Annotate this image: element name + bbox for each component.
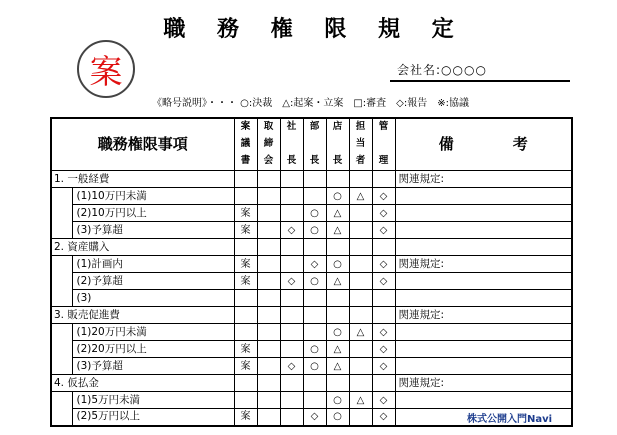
authority-cell: 案 [234,409,257,426]
authority-cell: △ [326,273,349,290]
remarks-cell [395,290,572,307]
authority-cell [257,324,280,341]
symbol-legend: 《略号説明》・・・ ○:決裁 △:起案・立案 □:審査 ◇:報告 ※:協議 [152,98,469,109]
authority-cell [349,375,372,392]
indent-spacer [51,205,72,222]
category-label: 3. 販売促進費 [51,307,234,324]
indent-spacer [51,341,72,358]
authority-cell [349,205,372,222]
authority-cell: ○ [326,392,349,409]
authority-cell [349,307,372,324]
remarks-cell [395,358,572,375]
indent-spacer [51,256,72,273]
header-col-board: 取 締 会 [257,118,280,171]
category-label: 1. 一般経費 [51,171,234,188]
authority-cell [234,171,257,188]
subitem-label: (2)予算超 [72,273,234,290]
header-col-staff: 担 当 者 [349,118,372,171]
authority-cell [303,324,326,341]
authority-cell: ◇ [372,409,395,426]
subitem-label: (3)予算超 [72,222,234,239]
authority-cell: ◇ [303,409,326,426]
authority-cell: ◇ [372,392,395,409]
indent-spacer [51,392,72,409]
table-row [51,392,572,409]
authority-cell: ○ [303,222,326,239]
authority-cell [257,341,280,358]
header-col-store-manager: 店 長 [326,118,349,171]
subitem-label: (1)計画内 [72,256,234,273]
authority-cell [349,239,372,256]
authority-cell: 案 [234,358,257,375]
authority-cell: 案 [234,256,257,273]
authority-cell: △ [326,341,349,358]
authority-cell [372,375,395,392]
indent-spacer [51,188,72,205]
authority-cell [349,341,372,358]
subitem-label: (3) [72,290,234,307]
header-col-president: 社 長 [280,118,303,171]
subitem-label: (1)20万円未満 [72,324,234,341]
table-row [51,222,572,239]
authority-cell [257,239,280,256]
table-row [51,273,572,290]
indent-spacer [51,358,72,375]
table-header-row [51,118,572,171]
header-remarks: 備 考 [395,118,572,171]
authority-cell [257,273,280,290]
authority-cell [234,307,257,324]
authority-cell [303,392,326,409]
authority-cell [280,324,303,341]
authority-cell [372,171,395,188]
authority-cell [257,205,280,222]
authority-cell [257,222,280,239]
authority-cell: △ [326,358,349,375]
remarks-cell [395,392,572,409]
authority-cell: ◇ [372,205,395,222]
remarks-cell: 関連規定: [395,171,572,188]
authority-cell [257,171,280,188]
brand-label: 株式公開入門Navi [467,414,553,425]
authority-cell: ◇ [280,222,303,239]
authority-cell [280,375,303,392]
authority-cell [349,358,372,375]
authority-cell [280,171,303,188]
remarks-cell [395,222,572,239]
authority-cell [326,375,349,392]
authority-cell [280,290,303,307]
authority-cell: ○ [326,188,349,205]
authority-cell: ○ [303,205,326,222]
authority-cell [280,307,303,324]
authority-cell [326,171,349,188]
authority-cell: 案 [234,273,257,290]
table-row [51,205,572,222]
authority-cell [234,324,257,341]
authority-cell [257,358,280,375]
authority-cell [303,188,326,205]
header-item: 職務権限事項 [51,118,234,171]
authority-cell [280,341,303,358]
authority-cell [280,409,303,426]
table-row [51,239,572,256]
document-title: 職 務 権 限 規 定 [163,16,466,42]
authority-cell: ○ [326,409,349,426]
table-row [51,256,572,273]
authority-cell: ◇ [303,256,326,273]
table-row [51,188,572,205]
authority-cell [280,256,303,273]
table-row [51,290,572,307]
authority-cell: ○ [326,256,349,273]
category-label: 4. 仮払金 [51,375,234,392]
authority-cell [326,307,349,324]
authority-cell [280,239,303,256]
authority-cell: ◇ [372,341,395,358]
authority-cell: ◇ [372,188,395,205]
header-col-proposal: 案 議 書 [234,118,257,171]
header-col-dept-head: 部 長 [303,118,326,171]
authority-cell [280,205,303,222]
authority-cell: ◇ [372,256,395,273]
indent-spacer [51,324,72,341]
authority-cell [303,239,326,256]
authority-cell [234,290,257,307]
remarks-cell: 関連規定: [395,375,572,392]
authority-cell [234,392,257,409]
table-row [51,171,572,188]
remarks-cell [395,239,572,256]
authority-cell [326,239,349,256]
table-row [51,324,572,341]
indent-spacer [51,409,72,426]
authority-cell [257,256,280,273]
authority-cell [257,307,280,324]
authority-cell [349,256,372,273]
subitem-label: (1)10万円未満 [72,188,234,205]
authority-cell: △ [326,205,349,222]
authority-cell [303,290,326,307]
header-col-admin: 管 理 [372,118,395,171]
company-underline [390,80,570,82]
authority-cell [280,392,303,409]
authority-cell [234,188,257,205]
subitem-label: (2)10万円以上 [72,205,234,222]
draft-seal: 案 [77,40,135,98]
authority-cell [349,290,372,307]
authority-cell [372,239,395,256]
authority-table [50,117,573,427]
authority-cell [372,307,395,324]
remarks-cell: 関連規定: [395,256,572,273]
subitem-label: (2)20万円以上 [72,341,234,358]
remarks-cell [395,341,572,358]
authority-cell [372,290,395,307]
authority-cell: ◇ [372,358,395,375]
authority-cell: ◇ [372,222,395,239]
authority-cell: △ [349,324,372,341]
authority-cell [257,290,280,307]
remarks-cell: 関連規定: [395,307,572,324]
authority-cell [257,188,280,205]
table-row [51,341,572,358]
indent-spacer [51,273,72,290]
remarks-cell [395,273,572,290]
authority-cell: ○ [326,324,349,341]
company-name: 会社名:○○○○ [397,63,487,77]
authority-cell [303,307,326,324]
authority-cell: △ [349,188,372,205]
category-label: 2. 資産購入 [51,239,234,256]
authority-cell [349,222,372,239]
authority-cell: ◇ [280,273,303,290]
indent-spacer [51,290,72,307]
authority-cell [234,375,257,392]
authority-cell: △ [349,392,372,409]
authority-cell [349,273,372,290]
table-row [51,375,572,392]
authority-cell: ○ [303,341,326,358]
authority-cell [303,171,326,188]
authority-cell [349,171,372,188]
remarks-cell [395,188,572,205]
authority-cell: 案 [234,222,257,239]
authority-cell [257,375,280,392]
authority-cell: ○ [303,273,326,290]
authority-cell: △ [326,222,349,239]
authority-cell: 案 [234,341,257,358]
authority-cell [349,409,372,426]
remarks-cell [395,324,572,341]
subitem-label: (2)5万円以上 [72,409,234,426]
authority-cell [257,409,280,426]
authority-cell [280,188,303,205]
indent-spacer [51,222,72,239]
authority-cell: ◇ [280,358,303,375]
authority-cell: ◇ [372,324,395,341]
authority-cell: 案 [234,205,257,222]
subitem-label: (3)予算超 [72,358,234,375]
remarks-cell [395,205,572,222]
table-row [51,358,572,375]
authority-cell [257,392,280,409]
authority-cell: ◇ [372,273,395,290]
authority-cell [234,239,257,256]
authority-cell [326,290,349,307]
authority-cell: ○ [303,358,326,375]
table-row [51,307,572,324]
subitem-label: (1)5万円未満 [72,392,234,409]
authority-cell [303,375,326,392]
